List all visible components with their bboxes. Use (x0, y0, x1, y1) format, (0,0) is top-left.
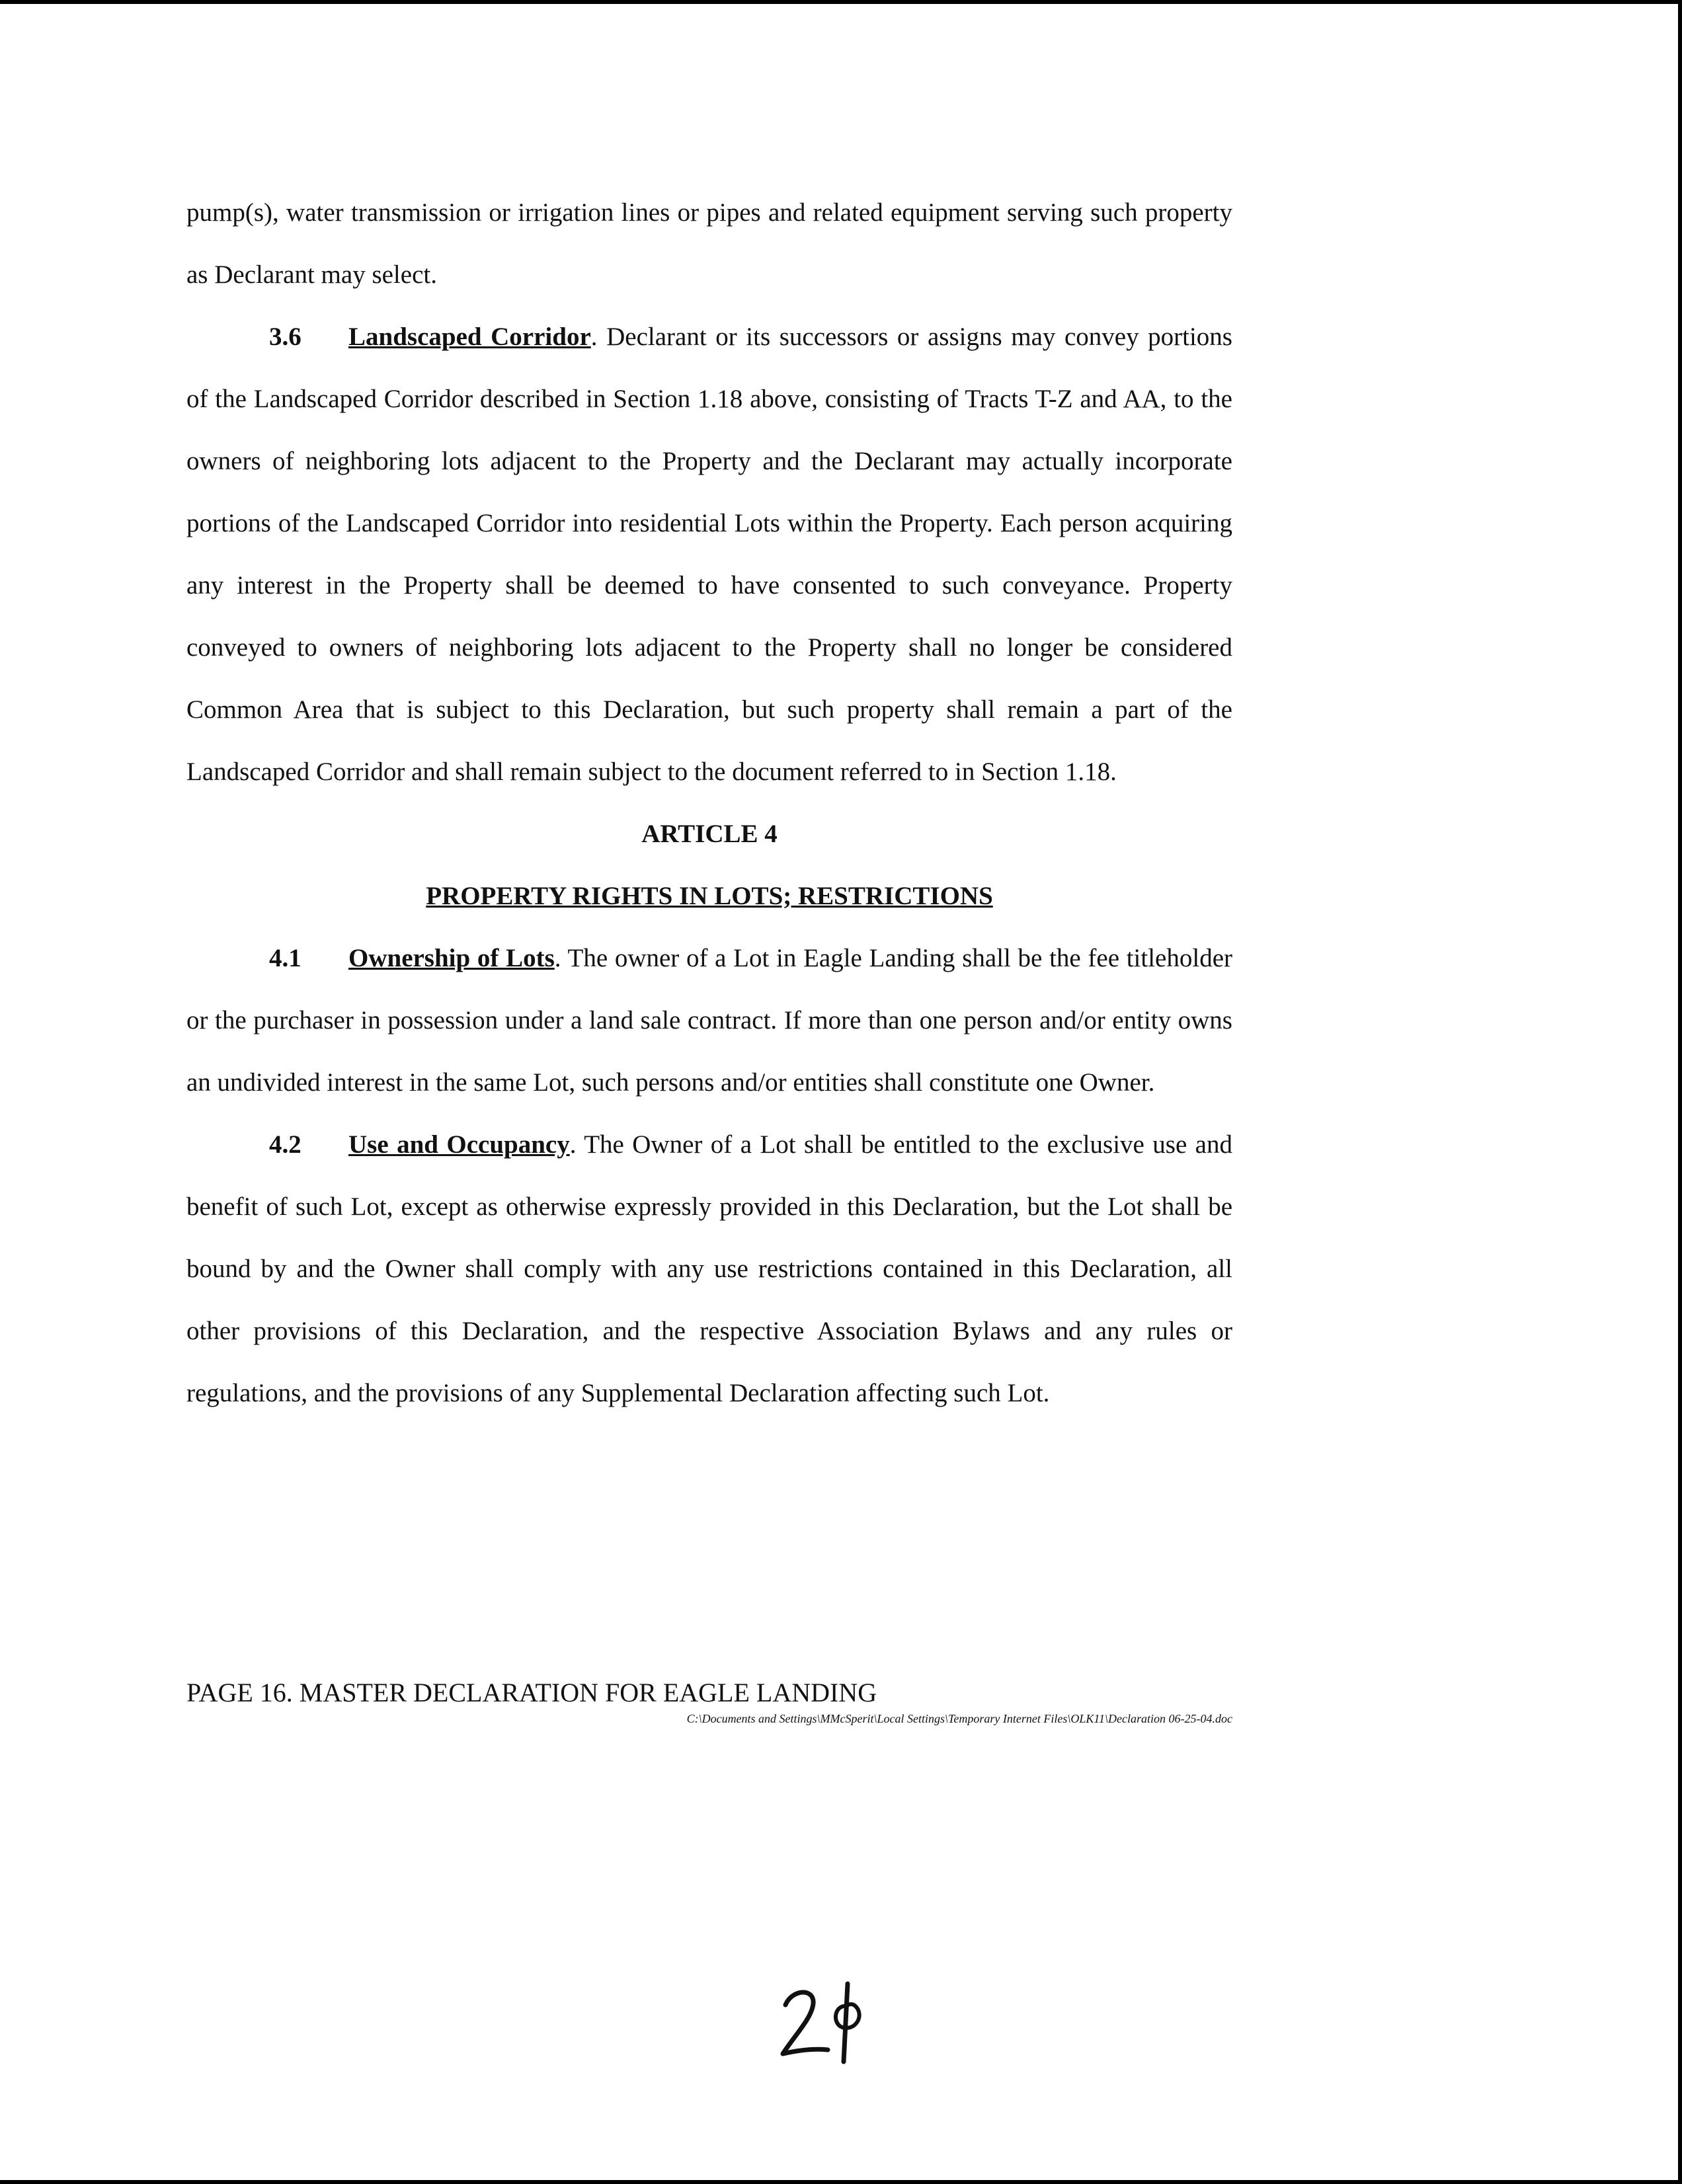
section-text: . The owner of a Lot in Eagle Landing shall be the fee titleholder or the purchaser in possession under a land sale contract. If more than one person and/or entity owns an undivided interest in the same Lot, such persons and/or entities shall constitute one Owner. (186, 944, 1232, 1097)
scan-border-top (0, 0, 1682, 4)
section-text: . Declarant or its successors or assigns may convey portions of the Landscaped Corridor described in Section 1.18 above, consisting of Tracts T-Z and AA, to the owners of neighboring lots adjacent to the Property and the Declarant may actually incorporate portions of the Landscaped Corridor into residential Lots within the Property. Each person acquiring any interest in the Property shall be deemed to have consented to such conveyance. Property conveyed to owners of neighboring lots adjacent to the Property shall no longer be considered Common Area that is subject to this Declaration, but such property shall remain a part of the Landscaped Corridor and shall remain subject to the document referred to in Section 1.18. (186, 323, 1232, 786)
section-heading: Ownership of Lots (348, 944, 555, 972)
page-footer (186, 1676, 1232, 1728)
section-number: 4.1 (269, 944, 301, 972)
scan-border-right (1678, 0, 1682, 2184)
article-title: ARTICLE 4 (641, 820, 778, 848)
footer-page-label: PAGE 16. MASTER DECLARATION FOR EAGLE LANDING (186, 1678, 877, 1707)
section-4-2 (186, 1114, 1232, 1424)
section-number: 4.2 (269, 1130, 301, 1159)
footer-file-path: C:\Documents and Settings\MMcSperit\Local Settings\Temporary Internet Files\OLK11\Declaration 06-25-04.doc (686, 1712, 1232, 1725)
section-number: 3.6 (269, 323, 301, 351)
scan-border-bottom (0, 2180, 1682, 2184)
document-body (186, 182, 1232, 1424)
section-3-6 (186, 306, 1232, 803)
section-heading: Use and Occupancy (348, 1130, 570, 1159)
article-subtitle: PROPERTY RIGHTS IN LOTS; RESTRICTIONS (426, 882, 993, 910)
section-heading: Landscaped Corridor (348, 323, 591, 351)
intro-paragraph: pump(s), water transmission or irrigation lines or pipes and related equipment serving such property as Declarant may select. (186, 198, 1232, 289)
section-4-1 (186, 927, 1232, 1114)
section-text: . The Owner of a Lot shall be entitled to the exclusive use and benefit of such Lot, except as otherwise expressly provided in this Declaration, but the Lot shall be bound by and the Owner shall comply with any use restrictions contained in this Declaration, all other provisions of this Declaration, and the respective Association Bylaws and any rules or regulations, and the provisions of any Supplemental Declaration affecting such Lot. (186, 1130, 1232, 1407)
handwritten-page-mark (774, 1980, 873, 2066)
